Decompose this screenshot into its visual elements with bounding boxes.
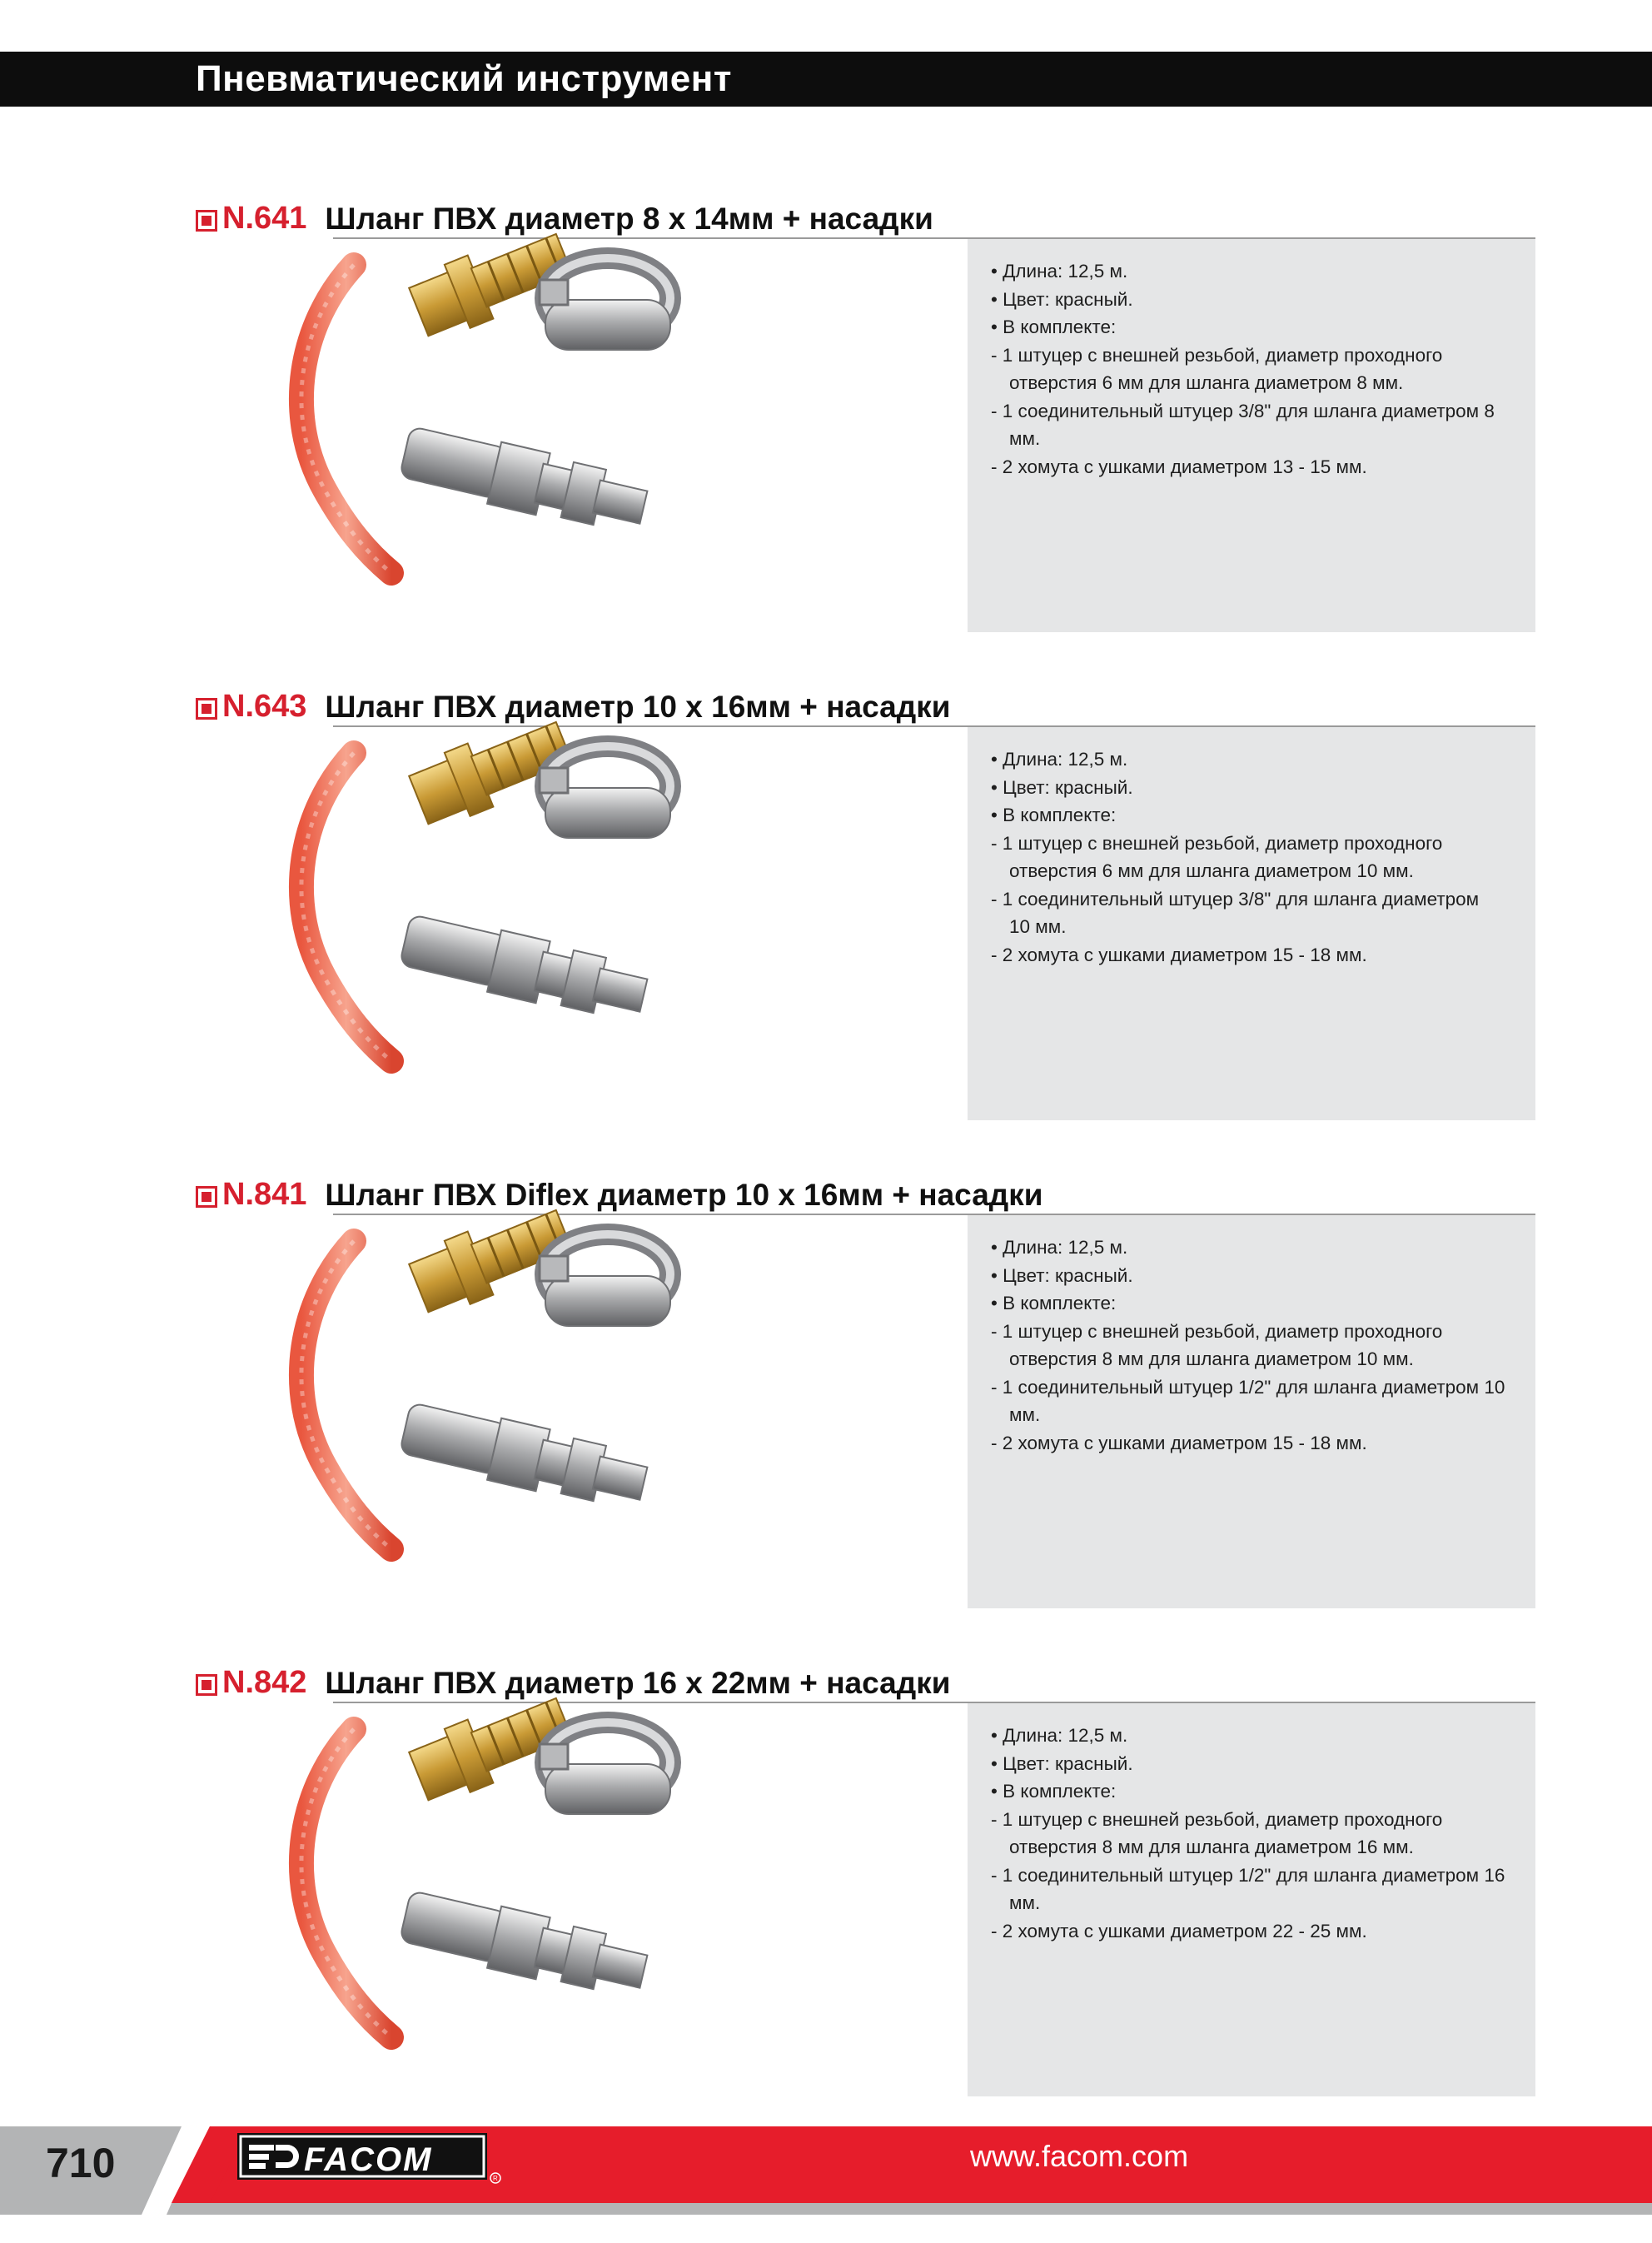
- description-line: • В комплекте:: [991, 1781, 1117, 1802]
- product-image: [275, 232, 774, 615]
- description-line: • Цвет: красный.: [991, 776, 1133, 798]
- description-line: • В комплекте:: [991, 1293, 1117, 1313]
- product-code: N.842: [222, 1665, 307, 1700]
- description-line: - 1 соединительный штуцер 1/2" для шланга диаметром 16: [991, 1864, 1505, 1886]
- description-line: - 1 соединительный штуцер 1/2" для шланга диаметром 10: [991, 1376, 1505, 1398]
- description-line: • Цвет: красный.: [991, 1264, 1133, 1286]
- description-line: отверстия 6 мм для шланга диаметром 8 мм.: [1009, 372, 1404, 393]
- product-description: [968, 239, 1535, 632]
- product-code: N.641: [222, 201, 307, 236]
- product-image: [275, 720, 774, 1103]
- product-entry: [0, 198, 1652, 631]
- description-line: - 1 штуцер с внешней резьбой, диаметр проходного: [991, 832, 1443, 854]
- product-title: Шланг ПВХ диаметр 10 x 16мм + насадки: [325, 690, 951, 724]
- product-entry: [0, 1174, 1652, 1607]
- product-entry: [0, 1662, 1652, 2096]
- product-description: [968, 1703, 1535, 2096]
- product-entry: [0, 686, 1652, 1119]
- description-line: • В комплекте:: [991, 317, 1117, 337]
- description-line: - 2 хомута с ушками диаметром 15 - 18 мм.: [991, 944, 1367, 965]
- product-title: Шланг ПВХ диаметр 8 x 14мм + насадки: [325, 202, 933, 236]
- website-link[interactable]: www.facom.com: [970, 2139, 1189, 2173]
- bullet-square-icon: [196, 1186, 217, 1208]
- description-line: мм.: [1009, 1892, 1041, 1913]
- description-line: - 1 штуцер с внешней резьбой, диаметр проходного: [991, 344, 1443, 366]
- description-line: отверстия 8 мм для шланга диаметром 16 мм.: [1009, 1837, 1414, 1857]
- description-line: - 1 штуцер с внешней резьбой, диаметр проходного: [991, 1320, 1443, 1342]
- description-line: • Длина: 12,5 м.: [991, 1725, 1128, 1746]
- product-title: Шланг ПВХ диаметр 16 x 22мм + насадки: [325, 1666, 951, 1700]
- description-line: • Длина: 12,5 м.: [991, 261, 1128, 282]
- product-description: [968, 727, 1535, 1120]
- description-line: • Длина: 12,5 м.: [991, 1237, 1128, 1258]
- description-line: • В комплекте:: [991, 805, 1117, 825]
- svg-text:R: R: [493, 2175, 498, 2182]
- description-line: - 1 штуцер с внешней резьбой, диаметр проходного: [991, 1808, 1443, 1830]
- description-line: - 2 хомута с ушками диаметром 15 - 18 мм.: [991, 1432, 1367, 1453]
- description-line: • Длина: 12,5 м.: [991, 749, 1128, 770]
- description-line: мм.: [1009, 1404, 1041, 1425]
- facom-logo: [237, 2133, 504, 2185]
- description-line: - 1 соединительный штуцер 3/8" для шланга диаметром 8: [991, 400, 1495, 421]
- description-line: отверстия 8 мм для шланга диаметром 10 мм.: [1009, 1348, 1414, 1369]
- product-description: [968, 1215, 1535, 1608]
- page-title: Пневматический инструмент: [196, 58, 732, 99]
- description-line: мм.: [1009, 428, 1041, 449]
- description-line: • Цвет: красный.: [991, 1752, 1133, 1774]
- page-number: 710: [46, 2140, 116, 2186]
- description-line: - 2 хомута с ушками диаметром 22 - 25 мм.: [991, 1920, 1367, 1941]
- description-line: - 2 хомута с ушками диаметром 13 - 15 мм.: [991, 456, 1367, 477]
- bullet-square-icon: [196, 1674, 217, 1696]
- description-line: - 1 соединительный штуцер 3/8" для шланга диаметром: [991, 888, 1480, 910]
- product-code: N.841: [222, 1177, 307, 1212]
- bullet-square-icon: [196, 698, 217, 720]
- product-image: [275, 1696, 774, 2079]
- description-line: отверстия 6 мм для шланга диаметром 10 мм.: [1009, 860, 1414, 881]
- bullet-square-icon: [196, 210, 217, 232]
- product-image: [275, 1208, 774, 1591]
- description-line: • Цвет: красный.: [991, 288, 1133, 310]
- description-line: 10 мм.: [1009, 916, 1067, 937]
- product-title: Шланг ПВХ Diflex диаметр 10 x 16мм + насадки: [325, 1178, 1043, 1212]
- product-code: N.643: [222, 689, 307, 724]
- facom-logo-text: FACOM: [304, 2141, 433, 2178]
